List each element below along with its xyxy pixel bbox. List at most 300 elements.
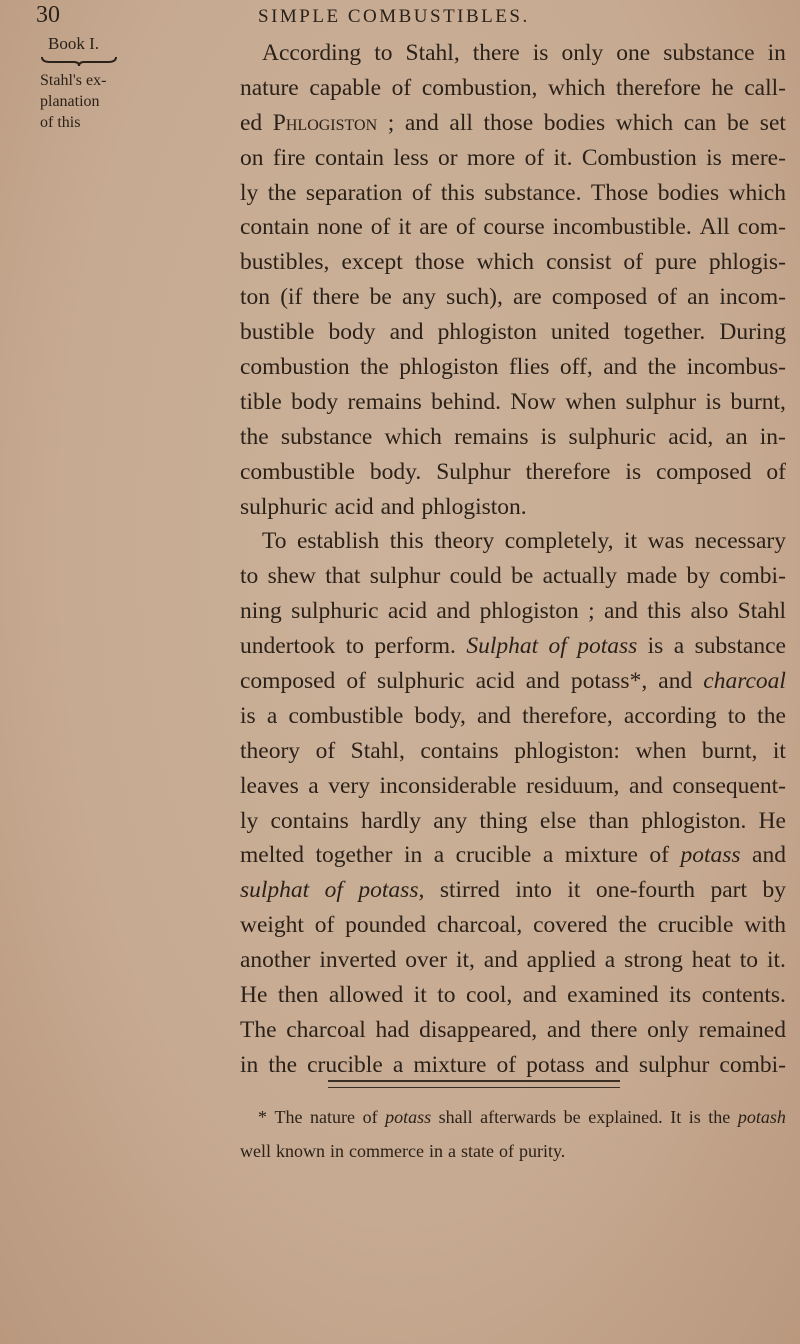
word: charcoal	[286, 1016, 366, 1043]
word: weight	[240, 912, 304, 939]
word: shew	[267, 563, 316, 590]
word: the	[647, 354, 677, 381]
text-line	[240, 350, 786, 385]
word: incombus-	[686, 354, 786, 381]
word: combi-	[719, 563, 786, 590]
word: disappeared,	[419, 1016, 538, 1043]
word: acid,	[668, 423, 714, 450]
text-line	[240, 176, 786, 211]
word: a	[308, 772, 319, 799]
word: incom-	[719, 284, 786, 311]
word: incombustible.	[552, 214, 692, 241]
word: body	[328, 319, 376, 346]
word: the	[268, 1051, 298, 1078]
word: when	[635, 737, 687, 764]
word: mixture	[564, 842, 638, 869]
word: bustibles,	[240, 249, 330, 276]
text-line	[240, 36, 786, 71]
word: into	[515, 877, 552, 904]
word: which	[728, 179, 786, 206]
word: only	[561, 40, 604, 66]
word: and	[658, 668, 693, 695]
word: are	[419, 214, 448, 241]
word: potass*,	[570, 668, 648, 695]
word: capable	[309, 74, 382, 101]
text-line	[240, 978, 786, 1013]
text-line	[240, 594, 786, 629]
word: Those	[590, 179, 649, 206]
word: separation	[305, 179, 403, 206]
word: of	[370, 214, 391, 241]
word: it	[624, 528, 638, 555]
word: (if	[280, 284, 303, 311]
margin-book-label: Book I.	[48, 34, 99, 53]
word: inverted	[319, 947, 397, 974]
text-line	[240, 490, 786, 525]
word: of	[766, 458, 786, 485]
body-text	[240, 36, 786, 1083]
word: com-	[737, 214, 786, 241]
word: nature	[240, 74, 299, 101]
word: necessary	[694, 528, 786, 555]
word: and	[752, 842, 786, 869]
word: with	[744, 912, 786, 939]
word: phlogiston.	[421, 493, 527, 520]
word: composed	[551, 284, 648, 311]
word: of	[623, 249, 643, 276]
word: in	[240, 1051, 259, 1078]
word: phlogiston:	[514, 737, 620, 764]
word: be	[511, 563, 534, 590]
word: phlogiston	[479, 598, 579, 625]
word: crucible	[307, 1051, 383, 1078]
word: sulphuric	[568, 423, 657, 450]
word: united	[550, 319, 610, 346]
word: potass	[680, 842, 741, 869]
word: contents.	[701, 982, 786, 1009]
word: substance	[663, 40, 755, 66]
word: to	[345, 633, 364, 660]
word: bodies	[543, 109, 606, 136]
margin-note-line: planation	[40, 93, 100, 110]
word: sulphuric	[291, 598, 379, 625]
word: in	[330, 1141, 345, 1161]
word: this	[389, 528, 424, 555]
word: phlogiston.	[641, 807, 747, 834]
word: burnt,	[701, 737, 758, 764]
word: one	[616, 40, 651, 66]
word: there	[312, 284, 360, 311]
word: phlogiston	[399, 354, 499, 381]
word: ning	[240, 598, 282, 625]
word: contains	[420, 737, 499, 764]
word: and	[380, 493, 415, 520]
word: composed	[656, 458, 752, 485]
text-line	[240, 699, 786, 734]
footnote-line	[240, 1100, 786, 1134]
word: part	[710, 877, 748, 904]
word: to	[240, 563, 259, 590]
word: of	[411, 179, 432, 206]
word: none	[317, 214, 363, 241]
word: sulphur	[638, 1051, 710, 1078]
word: call-	[744, 74, 786, 101]
word: therefore	[616, 74, 701, 101]
word: The	[274, 1107, 303, 1127]
word: It	[670, 1107, 682, 1127]
word: there	[590, 1016, 638, 1043]
word: burnt,	[730, 388, 786, 415]
word: The	[240, 1016, 277, 1043]
word: undertook	[240, 633, 336, 660]
word: the	[708, 1107, 731, 1127]
word: in-	[759, 423, 786, 450]
word: body	[291, 388, 339, 415]
word: off,	[559, 354, 593, 381]
word: any	[433, 807, 468, 834]
footnote-line	[240, 1134, 786, 1168]
word: and	[476, 702, 511, 729]
word: consist	[546, 249, 612, 276]
word: on	[240, 144, 264, 171]
word: to	[739, 947, 759, 974]
word: of	[496, 1051, 517, 1078]
word: of	[455, 214, 476, 241]
page-number: 30	[36, 2, 60, 28]
word: ton	[240, 284, 271, 311]
text-line	[240, 559, 786, 594]
word: all	[449, 109, 473, 136]
word: combi-	[719, 1051, 786, 1078]
word: or	[437, 144, 458, 171]
word: applied	[526, 947, 596, 974]
text-line	[240, 106, 786, 141]
text-line	[240, 280, 786, 315]
word: residuum,	[526, 772, 620, 799]
word: thing	[479, 807, 528, 834]
word: a	[433, 842, 445, 869]
word: can	[683, 109, 717, 136]
word: shall	[438, 1107, 473, 1127]
word: body,	[414, 702, 466, 729]
word: leaves	[240, 772, 299, 799]
word: composed	[240, 668, 336, 695]
word: and	[594, 1051, 629, 1078]
word: it	[413, 982, 427, 1009]
word: combustion,	[421, 74, 538, 101]
word: *	[258, 1107, 267, 1127]
word: it.	[766, 947, 786, 974]
word: only	[647, 1016, 689, 1043]
word: bodies	[657, 179, 720, 206]
text-line	[240, 804, 786, 839]
word: He	[758, 807, 786, 834]
word: and	[483, 947, 518, 974]
word: completely,	[504, 528, 614, 555]
word: and	[389, 319, 424, 346]
word: another	[240, 947, 311, 974]
text-line	[240, 838, 786, 873]
word: this	[440, 179, 475, 206]
word: be	[727, 109, 750, 136]
word: the	[757, 702, 786, 729]
word: of	[524, 144, 545, 171]
word: it	[567, 877, 581, 904]
word: of	[548, 633, 567, 660]
word: to	[727, 702, 747, 729]
word: which	[547, 74, 606, 101]
word: a	[392, 1051, 404, 1078]
word: theory	[240, 737, 301, 764]
word: potass,	[358, 877, 425, 904]
word: a	[266, 702, 278, 729]
word: charcoal	[703, 668, 786, 695]
word: He	[240, 982, 268, 1009]
word: and	[546, 1016, 581, 1043]
word: of	[391, 74, 412, 101]
word: and	[404, 109, 439, 136]
word: acid	[475, 668, 515, 695]
word: Phlogiston	[272, 109, 378, 136]
margin-note-line: of this	[40, 114, 81, 131]
word: purity.	[518, 1141, 566, 1161]
word: charcoal,	[436, 912, 523, 939]
word: of	[346, 668, 366, 695]
word: Sulphat	[466, 633, 539, 660]
word: and	[628, 772, 663, 799]
word: its	[669, 982, 692, 1009]
word: in	[767, 40, 786, 66]
text-line	[240, 943, 786, 978]
word: ;	[588, 598, 595, 625]
word: To	[262, 528, 287, 555]
word: behind.	[431, 388, 501, 415]
word: sulphat	[240, 877, 310, 904]
word: of	[657, 284, 677, 311]
word: an	[725, 423, 748, 450]
word: remains	[454, 423, 529, 450]
word: perform.	[374, 633, 456, 660]
text-line	[240, 1048, 786, 1083]
word: and	[436, 598, 471, 625]
word: Combustion	[581, 144, 697, 171]
word: very	[328, 772, 370, 799]
word: mere-	[731, 144, 786, 171]
word: course	[483, 214, 545, 241]
word: contains	[270, 807, 349, 834]
word: therefore	[525, 458, 611, 485]
word: had	[375, 1016, 410, 1043]
word: more	[466, 144, 516, 171]
word: one-fourth	[595, 877, 696, 904]
word: mixture	[413, 1051, 487, 1078]
word: strong	[624, 947, 683, 974]
text-line	[240, 629, 786, 664]
word: it	[772, 737, 786, 764]
word: Stahl	[737, 598, 786, 625]
word: together	[315, 842, 393, 869]
word: nature	[310, 1107, 356, 1127]
word: to	[374, 40, 393, 66]
word: contain	[240, 214, 310, 241]
word: state	[460, 1141, 494, 1161]
word: the	[240, 423, 269, 450]
text-line	[240, 315, 786, 350]
word: could	[449, 563, 502, 590]
word: explained.	[588, 1107, 663, 1127]
word: ;	[387, 109, 395, 136]
word: which	[615, 109, 674, 136]
word: to	[437, 982, 456, 1009]
word: except	[341, 249, 403, 276]
word: is	[688, 1107, 701, 1127]
word: heat	[691, 947, 731, 974]
text-line	[240, 385, 786, 420]
word: made	[626, 563, 678, 590]
word: this	[647, 598, 682, 625]
word: is	[706, 144, 722, 171]
word: allowed	[328, 982, 404, 1009]
word: is	[532, 40, 549, 66]
word: of	[498, 1141, 514, 1161]
word: inconsiderable	[379, 772, 517, 799]
word: when	[565, 388, 617, 415]
word: he	[711, 74, 734, 101]
word: potash	[737, 1107, 786, 1127]
word: Stahl,	[350, 737, 405, 764]
word: theory	[434, 528, 495, 555]
word: a	[542, 842, 554, 869]
word: acid	[334, 493, 374, 520]
word: well	[240, 1141, 271, 1161]
word: pure	[655, 249, 697, 276]
text-line	[240, 210, 786, 245]
word: than	[588, 807, 630, 834]
word: contain	[314, 144, 385, 171]
text-line	[240, 420, 786, 455]
word: any	[402, 284, 436, 311]
word: there	[472, 40, 520, 66]
word: potass	[577, 633, 638, 660]
word: according	[623, 702, 717, 729]
word: sulphur	[625, 388, 697, 415]
word: else	[539, 807, 577, 834]
word: be	[563, 1107, 581, 1127]
word: together.	[623, 319, 706, 346]
running-head: SIMPLE COMBUSTIBLES.	[258, 6, 530, 27]
text-line	[240, 455, 786, 490]
word: are	[513, 284, 542, 311]
word: and	[522, 982, 557, 1009]
word: sulphuric	[240, 493, 328, 520]
word: the	[360, 354, 389, 381]
text-line	[240, 873, 786, 908]
footnote-rule	[328, 1080, 620, 1088]
word: and	[603, 354, 638, 381]
word: commerce	[349, 1141, 424, 1161]
word: therefore,	[522, 702, 613, 729]
word: is	[240, 702, 256, 729]
word: is	[705, 388, 722, 415]
word: is	[540, 423, 557, 450]
word: All	[699, 214, 730, 241]
word: substance	[694, 633, 786, 660]
word: the	[618, 912, 647, 939]
word: of	[649, 842, 669, 869]
word: melted	[240, 842, 304, 869]
word: examined	[567, 982, 659, 1009]
word: stirred	[439, 877, 500, 904]
word: phlogis-	[708, 249, 786, 276]
text-line	[240, 734, 786, 769]
word: also	[690, 598, 729, 625]
word: an	[687, 284, 710, 311]
text-line	[240, 71, 786, 106]
word: a	[447, 1141, 456, 1161]
word: in	[428, 1141, 443, 1161]
word: and	[603, 598, 638, 625]
word: those	[483, 109, 534, 136]
word: According	[262, 40, 362, 66]
word: pounded	[345, 912, 427, 939]
word: bustible	[240, 319, 315, 346]
text-line	[240, 769, 786, 804]
word: Now	[510, 388, 557, 415]
word: substance.	[484, 179, 582, 206]
word: Stahl,	[405, 40, 460, 66]
word: sulphuric	[377, 668, 465, 695]
word: combustible	[288, 702, 404, 729]
word: it,	[455, 947, 475, 974]
word: sulphur	[369, 563, 441, 590]
word: and	[525, 668, 560, 695]
text-line	[240, 524, 786, 559]
word: combustible	[240, 458, 355, 485]
word: of	[324, 877, 343, 904]
word: potass	[526, 1051, 585, 1078]
word: set	[759, 109, 786, 136]
word: by	[686, 563, 711, 590]
word: Sulphur	[436, 458, 511, 485]
word: of	[362, 1107, 378, 1127]
word: by	[762, 877, 786, 904]
word: crucible	[455, 842, 532, 869]
word: the	[267, 179, 297, 206]
word: hardly	[360, 807, 422, 834]
word: a	[604, 947, 616, 974]
word: actually	[542, 563, 617, 590]
word: potass	[385, 1107, 432, 1127]
word: remains	[347, 388, 422, 415]
word: such),	[446, 284, 503, 311]
word: phlogiston	[437, 319, 537, 346]
text-line	[240, 908, 786, 943]
word: in	[403, 842, 423, 869]
text-line	[240, 141, 786, 176]
word: be	[369, 284, 392, 311]
word: of	[314, 912, 335, 939]
word: ly	[240, 807, 259, 834]
word: combustion	[240, 354, 350, 381]
word: tible	[240, 388, 282, 415]
word: known	[276, 1141, 325, 1161]
text-line	[240, 664, 786, 699]
word: During	[719, 319, 786, 346]
word: over	[405, 947, 448, 974]
word: establish	[296, 528, 380, 555]
word: of	[315, 737, 336, 764]
word: crucible	[657, 912, 734, 939]
